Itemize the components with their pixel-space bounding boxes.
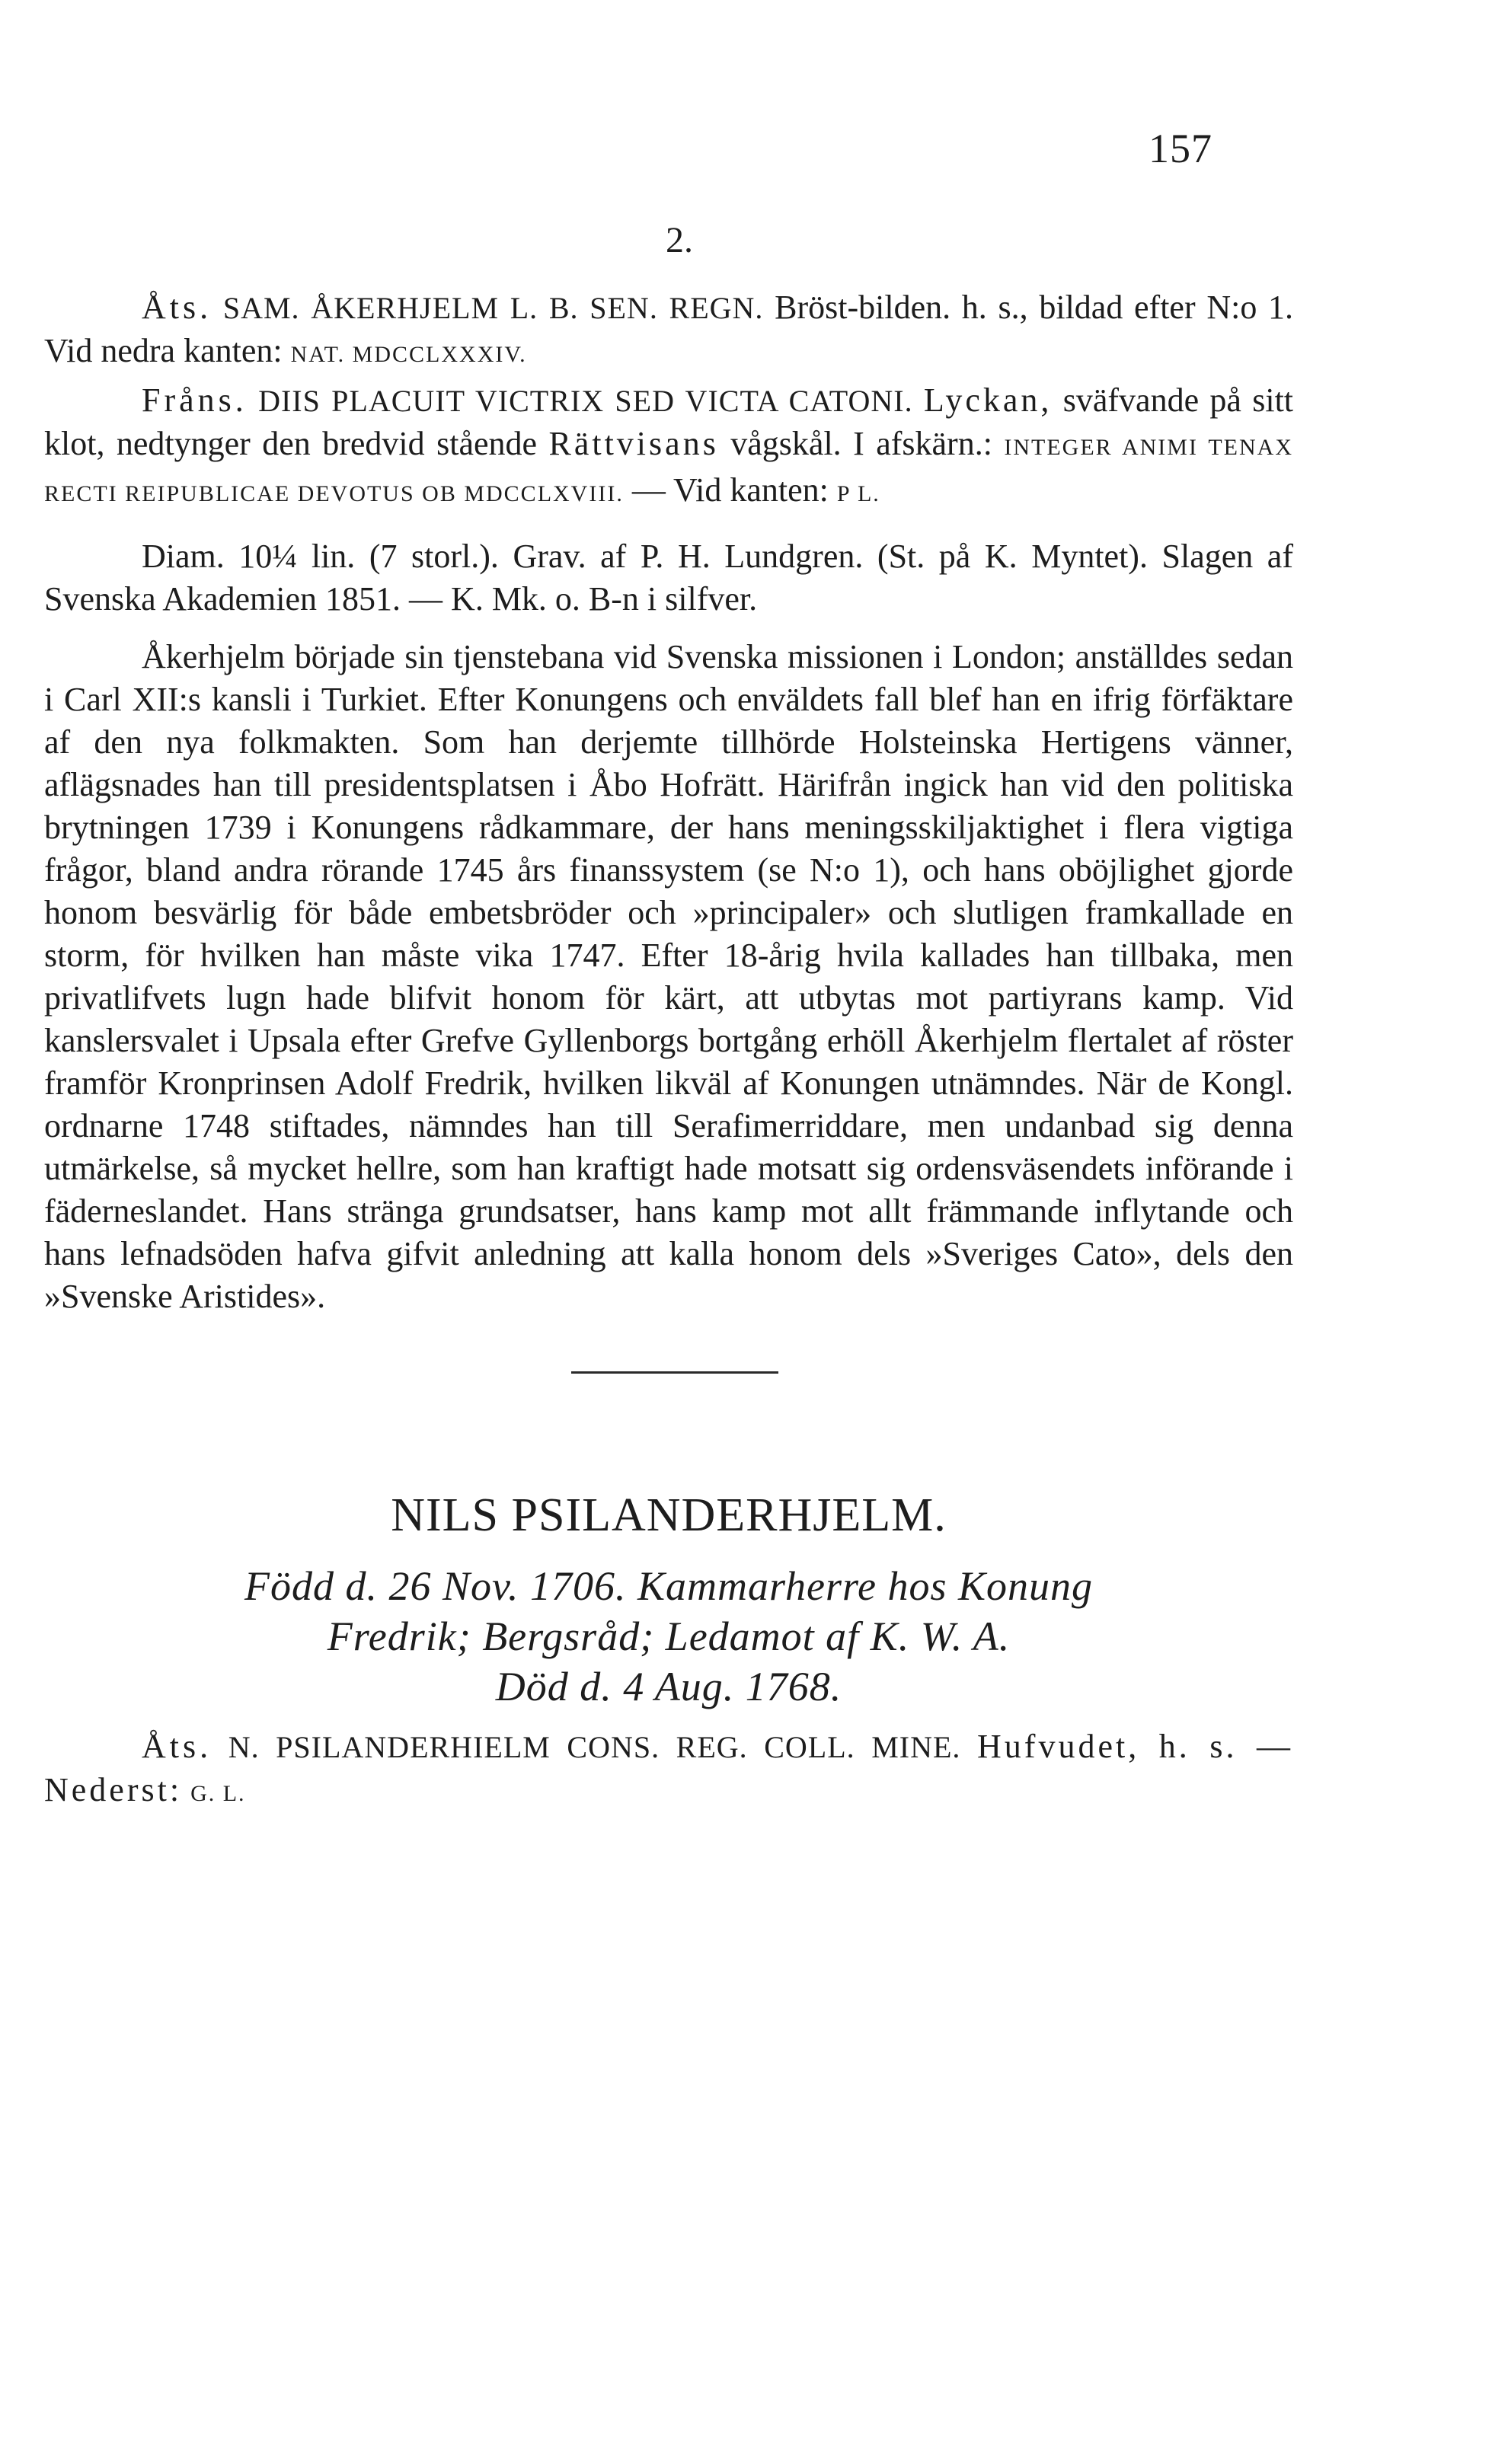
reverse-text-1: sväfvande på sitt klot, nedtynger den bredvid stående — [44, 381, 1294, 462]
person-meta-line-3: Död d. 4 Aug. 1768. — [495, 1664, 842, 1710]
obverse-inscription: SAM. ÅKERHJELM L. B. SEN. REGN. — [222, 291, 764, 325]
section-number: 2. — [666, 220, 693, 260]
person-biographical-line — [44, 1561, 1293, 1712]
section-divider — [571, 1371, 778, 1374]
medal-details: Diam. 10¼ lin. (7 storl.). Grav. af P. H. Lundgren. (St. på K. Myntet). Slagen af Svenska Akademien 1851. — K. Mk. o. B-n i silfver. — [44, 538, 1293, 618]
person-heading: NILS PSILANDERHJELM. — [391, 1489, 947, 1541]
reverse-word-rattvisans: Rättvisans — [548, 425, 719, 462]
obverse-lead-word: Åts. — [142, 289, 212, 326]
person2-inscription: N. PSILANDERHIELM CONS. REG. COLL. MINE. — [228, 1730, 961, 1765]
person2-text: Hufvudet, h. s. — Nederst: — [44, 1728, 1294, 1809]
reverse-text-2: vågskål. I afskärn.: — [730, 425, 992, 462]
page-number: 157 — [1149, 126, 1212, 171]
reverse-text-3: — Vid kanten: — [631, 471, 829, 509]
reverse-word-lyckan: Lyckan, — [923, 381, 1053, 419]
person-meta-line-2: Fredrik; Bergsråd; Ledamot af K. W. A. — [327, 1613, 1011, 1660]
reverse-engraver-initials: P L. — [836, 481, 880, 506]
obverse-edge-inscription: NAT. MDCCLXXXIV. — [290, 342, 527, 367]
page-content — [44, 114, 1293, 1815]
obverse-text: Bröst-bilden. h. s., bildad efter N:o 1. Vid nedra kanten: — [44, 289, 1294, 369]
medal-reverse-description — [44, 379, 1293, 515]
person-meta-line-1: Född d. 26 Nov. 1706. Kammarherre hos Konung — [244, 1563, 1093, 1610]
reverse-exergue-inscription: INTEGER ANIMI TENAX RECTI REIPUBLICAE DEVOTUS OB MDCCLXVIII. — [44, 435, 1294, 506]
reverse-inscription: DIIS PLACUIT VICTRIX SED VICTA CATONI. — [258, 384, 913, 418]
biography-paragraph: Åkerhjelm började sin tjenstebana vid Svenska missionen i London; anställdes sedan i Carl XII:s kansli i Turkiet. Efter Konungens och enväldets fall blef han en ifrig förfäktare af den nya folkmakten. Som han derjemte tillhörde Holsteinska Hertigens vänner, aflägsnades han till presidentsplatsen i Åbo Hofrätt. Härifrån ingick han vid den politiska brytningen 1739 i Konungens rådkammare, der hans meningsskiljaktighet i flera vigtiga frågor, bland andra rörande 1745 års finanssystem (se N:o 1), och hans oböjlighet gjorde honom besvärlig för både embetsbröder och »principaler» och slutligen framkallade en storm, för hvilken han måste vika 1747. Efter 18-årig hvila kallades han tillbaka, men privatlifvets lugn hade blifvit honom för kärt, att utbytas mot partiyrans kamp. Vid kanslersvalet i Upsala efter Grefve Gyllenborgs bortgång erhöll Åkerhjelm flertalet af röster framför Kronprinsen Adolf Fredrik, hvilken likväl af Konungen utnämndes. När de Kongl. ordnarne 1748 stiftades, nämndes han till Serafimerriddare, men undanbad sig denna utmärkelse, så mycket hellre, som han kraftigt hade motsatt sig ordensväsendets införande i fäderneslandet. Hans stränga grundsatser, hans kamp mot allt främmande inflytande och hans lefnadsöden hafva gifvit anledning att kalla honom dels »Sveriges Cato», dels den »Svenske Aristides». — [44, 638, 1293, 1315]
person2-lead-word: Åts. — [142, 1728, 212, 1766]
person2-engraver-initials: G. L. — [190, 1781, 246, 1807]
medal-obverse-description — [44, 286, 1293, 376]
reverse-lead-word: Fråns. — [142, 381, 248, 419]
person2-medal-description — [44, 1725, 1293, 1815]
